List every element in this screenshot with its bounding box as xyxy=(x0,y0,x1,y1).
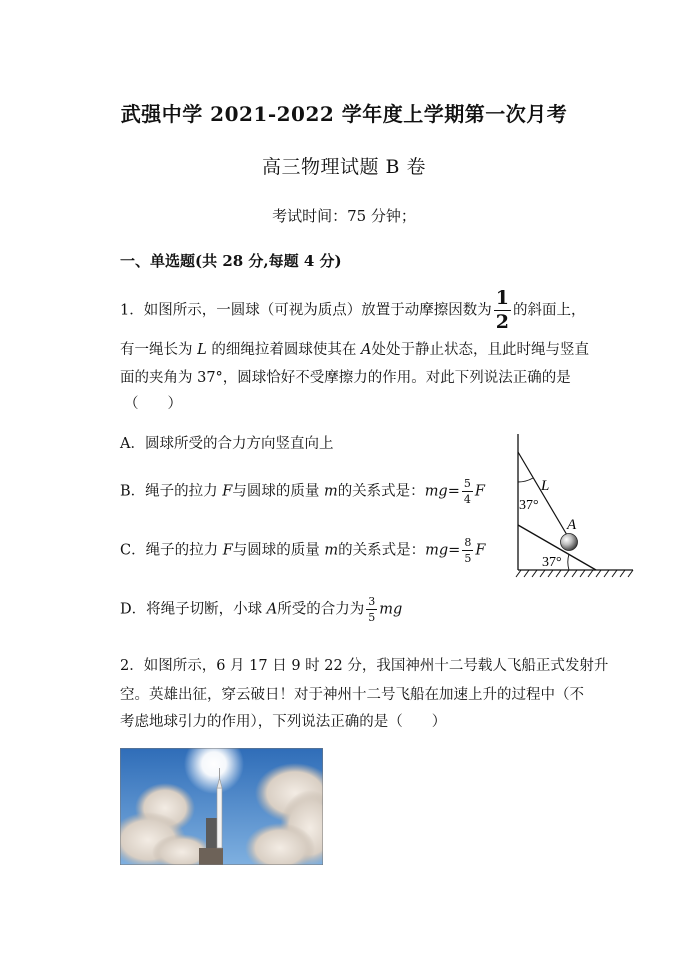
optd-denominator: 5 xyxy=(368,611,376,624)
exam-title: 武强中学 2021-2022 学年度上学期第一次月考 xyxy=(120,102,568,126)
ball xyxy=(561,534,578,551)
optd-text-a: D．将绳子切断，小球 xyxy=(120,601,267,618)
bottom-angle-arc xyxy=(568,554,569,570)
optc-var-F2: F xyxy=(475,542,486,559)
optb-text-c: 的关系式是： xyxy=(337,483,425,500)
optd-mg: mg xyxy=(379,601,403,618)
optb-equals: = xyxy=(447,483,460,500)
q1-option-b xyxy=(120,478,485,505)
q1-line1 xyxy=(120,289,585,332)
q1-line2-text-a: 有一绳长为 xyxy=(120,342,198,358)
exam-time: 考试时间：75 分钟； xyxy=(272,207,416,225)
q1-line2-text-b: 的细绳拉着圆球使其在 xyxy=(206,342,361,358)
rocket-launch-photo xyxy=(120,748,323,865)
optc-text-b: 与圆球的质量 xyxy=(232,542,325,559)
optd-var-A: A xyxy=(266,601,278,618)
optc-mg: mg xyxy=(425,542,449,559)
optb-var-F: F xyxy=(222,483,233,500)
optc-fraction xyxy=(462,537,473,564)
q1-option-a: A．圆球所受的合力方向竖直向上 xyxy=(120,436,334,452)
optc-text-c: 的关系式是： xyxy=(338,542,426,559)
rocket xyxy=(217,788,222,848)
label-L: L xyxy=(541,478,550,494)
optb-var-m: m xyxy=(323,483,338,500)
q2-line1: 2．如图所示，6 月 17 日 9 时 22 分，我国神州十二号载人飞船正式发射升 xyxy=(120,658,609,674)
q1-line3: 面的夹角为 37°，圆球恰好不受摩擦力的作用。对此下列说法正确的是 xyxy=(120,370,571,386)
optb-text-a: B．绳子的拉力 xyxy=(120,483,223,500)
optb-fraction xyxy=(462,478,473,505)
q2-line2: 空。英雄出征，穿云破日！对于神州十二号飞船在加速上升的过程中（不 xyxy=(120,687,584,703)
q1-line1-text-b: 的斜面上， xyxy=(512,302,586,319)
optc-denominator: 5 xyxy=(464,552,472,565)
label-top-angle: 37° xyxy=(519,498,539,513)
optd-numerator: 3 xyxy=(368,595,376,608)
q1-var-L: L xyxy=(197,342,207,358)
optc-text-a: C．绳子的拉力 xyxy=(120,542,223,559)
label-bottom-angle: 37° xyxy=(542,555,562,570)
optb-text-b: 与圆球的质量 xyxy=(232,483,324,500)
optb-var-F2: F xyxy=(474,483,485,500)
optc-numerator: 8 xyxy=(464,536,472,549)
q2-line3: 考虑地球引力的作用），下列说法正确的是（ ） xyxy=(120,714,447,730)
optc-var-m: m xyxy=(324,542,339,559)
mu-numerator: 1 xyxy=(495,287,509,309)
section-title: 一、单选题(共 28 分,每题 4 分) xyxy=(120,252,342,270)
q1-var-A: A xyxy=(360,342,372,358)
q1-answer-blank: （ ） xyxy=(124,396,182,412)
optb-denominator: 4 xyxy=(463,493,471,506)
incline-figure xyxy=(505,430,640,582)
optd-fraction xyxy=(366,596,377,623)
mu-denominator: 2 xyxy=(495,311,509,333)
q1-option-c xyxy=(120,537,485,564)
q1-line2 xyxy=(120,338,589,359)
q1-line1-text-a: 1．如图所示，一圆球（可视为质点）放置于动摩擦因数为 xyxy=(120,302,492,319)
q1-option-d xyxy=(120,596,402,623)
q1-line2-text-c: 处处于静止状态，且此时绳与竖直 xyxy=(371,342,589,358)
exam-subtitle: 高三物理试题 B 卷 xyxy=(261,156,427,178)
label-A: A xyxy=(567,517,577,533)
top-angle-arc xyxy=(518,478,533,482)
ground-hatch xyxy=(516,570,633,577)
optb-numerator: 5 xyxy=(463,477,471,490)
optc-equals: = xyxy=(448,542,461,559)
mu-fraction xyxy=(494,289,511,332)
optd-text-b: 所受的合力为 xyxy=(277,601,365,618)
optb-mg: mg xyxy=(424,483,448,500)
optc-var-F: F xyxy=(222,542,233,559)
